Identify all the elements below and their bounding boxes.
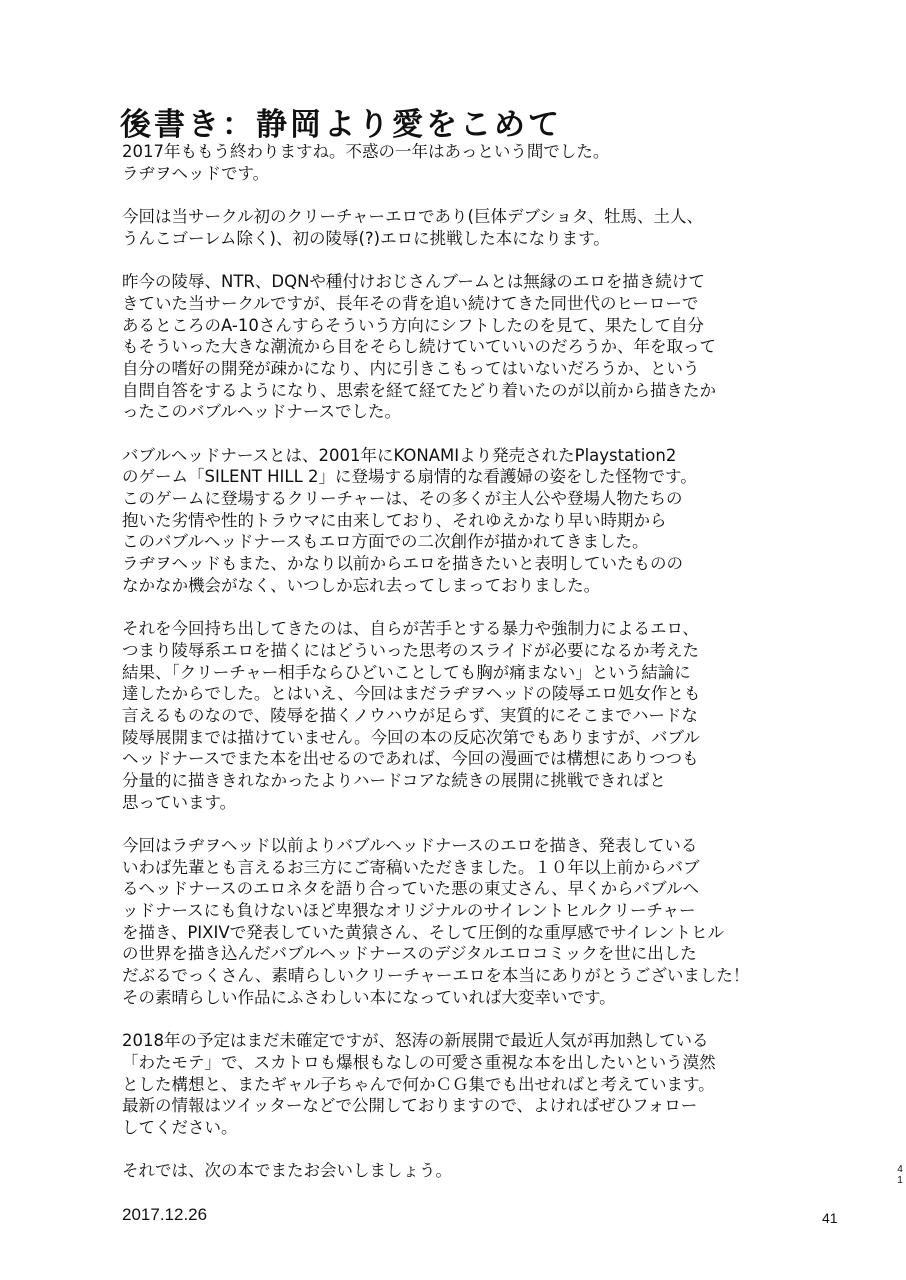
side-page-number <box>896 1164 904 1186</box>
paragraphs <box>122 141 749 1182</box>
side-page-number-digit: 4 <box>897 1164 903 1175</box>
text-line: してください。 <box>122 1117 238 1137</box>
page-title: 後書き：静岡より愛をこめて <box>120 106 562 143</box>
text-line: とした構想と、またギャル子ちゃんで何かＣＧ集でも出せればと考えています。 <box>122 1074 715 1094</box>
paragraph <box>122 835 749 1009</box>
text-line: ッドナースにも負けないほど卑猥なオリジナルのサイレントヒルクリーチャー <box>122 901 696 921</box>
text-line: うんこゴーレム除く)、初の陵辱(?)エロに挑戦した本になります。 <box>122 228 610 248</box>
text-line: あるところのA-10さんすらそういう方向にシフトしたのを見て、果たして自分 <box>122 315 705 335</box>
text-line: ラヂヲヘッドもまた、かなり以前からエロを描きたいと表明していたものの <box>122 554 683 574</box>
text-line: それでは、次の本でまたお会いしましょう。 <box>122 1161 452 1181</box>
text-line: その素晴らしい作品にふさわしい本になっていれば大変幸いです。 <box>122 987 616 1007</box>
text-line: 陵辱展開までは描けていません。今回の本の反応次第でもありますが、バブル <box>122 727 700 747</box>
text-line: 「わたモテ」で、スカトロも爆根もなしの可愛さ重視な本を出したいという漠然 <box>122 1052 716 1072</box>
text-line: 結果、「クリーチャー相手ならひどいことしても胸が痛まない」という結論に <box>122 662 691 682</box>
text-line: なかなか機会がなく、いつしか忘れ去ってしまっておりました。 <box>122 575 601 595</box>
text-line: いわば先輩とも言えるお三方にご寄稿いただきました。１０年以上前からバブ <box>122 857 700 877</box>
text-line: 自分の嗜好の開発が疎かになり、内に引きこもってはいないだろうか、という <box>122 358 700 378</box>
text-line: 2017年ももう終わりますね。不惑の一年はあっという間でした。 <box>122 142 610 161</box>
text-line: つまり陵辱系エロを描くにはどういった思考のスライドが必要になるか考えた <box>122 640 700 660</box>
text-line: 言えるものなので、陵辱を描くノウハウが足らず、実質的にそこまでハードな <box>122 705 698 725</box>
paragraph <box>122 206 749 249</box>
text-line: 昨今の陵辱、NTR、DQNや種付けおじさんブームとは無縁のエロを描き続けて <box>122 272 705 292</box>
text-line: 抱いた劣情や性的トラウマに由来しており、それゆえかなり早い時期から <box>122 510 667 530</box>
text-line: の世界を描き込んだバブルヘッドナースのデジタルエロコミックを世に出した <box>122 944 697 964</box>
text-line: バブルヘッドナースとは、2001年にKONAMIより発売されたPlaystation2 <box>122 445 677 465</box>
text-line: 最新の情報はツイッターなどで公開しておりますので、よければぜひフォロー <box>122 1096 698 1116</box>
paragraph <box>122 618 749 813</box>
text-line: 2018年の予定はまだ未確定ですが、怒涛の新展開で最近人気が再加熱している <box>122 1031 709 1051</box>
text-line: それを今回持ち出してきたのは、自らが苦手とする暴力や強制力によるエロ、 <box>122 619 699 639</box>
text-line: 自問自答をするようになり、思索を経て経てたどり着いたのが以前から描きたか <box>122 380 716 400</box>
paragraph <box>122 445 749 597</box>
text-line: このゲームに登場するクリーチャーは、その多くが主人公や登場人物たちの <box>122 489 683 508</box>
text-line: るヘッドナースのエロネタを語り合っていた悪の東丈さん、早くからバブルヘ <box>122 879 700 899</box>
text-line: 思っています。 <box>122 792 237 812</box>
paragraph <box>122 271 749 423</box>
text-line: だぶるでっくさん、素晴らしいクリーチャーエロを本当にありがとうございました！ <box>122 966 750 986</box>
side-page-number-digit: 1 <box>897 1175 903 1186</box>
text-line: このバブルヘッドナースもエロ方面での二次創作が描かれてきました。 <box>122 532 649 552</box>
text-line: 達したからでした。とはいえ、今回はまだラヂヲヘッドの陵辱エロ処女作とも <box>122 684 701 704</box>
text-line: 今回は当サークル初のクリーチャーエロであり(巨体デブショタ、牡馬、土人、 <box>122 207 703 227</box>
page-number: 41 <box>822 1210 838 1226</box>
text-line: ったこのバブルヘッドナースでした。 <box>122 402 402 422</box>
text-line: きていた当サークルですが、長年その背を追い続けてきた同世代のヒーローで <box>122 293 699 313</box>
text-line: のゲーム「SILENT HILL 2」に登場する扇情的な看護婦の姿をした怪物です。 <box>122 467 697 487</box>
paragraph <box>122 141 749 184</box>
text-line: ヘッドナースでまた本を出せるのであれば、今回の漫画では構想にありつつも <box>122 749 699 769</box>
text-line: もそういった大きな潮流から目をそらし続けていていいのだろうか、年を取って <box>122 337 716 357</box>
paragraph <box>122 1030 749 1138</box>
text-line: 今回はラヂヲヘッド以前よりバブルヘッドナースのエロを描き、発表している <box>122 836 698 855</box>
text-line: を描き、PIXIVで発表していた黄猿さん、そして圧倒的な重厚感でサイレントヒル <box>122 922 725 942</box>
text-line: 分量的に描ききれなかったよりハードコアな続きの展開に挑戦できればと <box>122 770 666 790</box>
afterword-body <box>122 141 749 1225</box>
paragraph <box>122 1160 749 1182</box>
date: 2017.12.26 <box>122 1204 208 1224</box>
text-line: ラヂヲヘッドです。 <box>122 163 270 183</box>
